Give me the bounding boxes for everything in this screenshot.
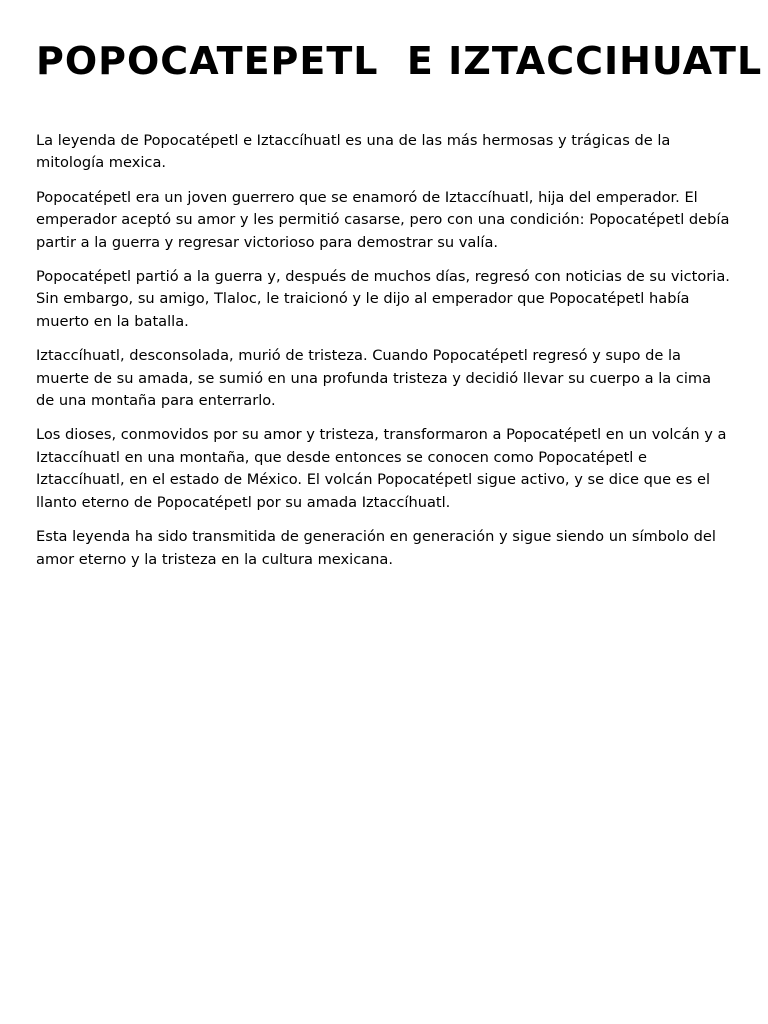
paragraph-4: Iztaccíhuatl, desconsolada, murió de tristeza. Cuando Popocatépetl regresó y supo de la muerte de su amada, se sumió en una profunda tristeza y decidió llevar su cuerpo a la cima de una montaña para enterrarlo. — [36, 347, 712, 410]
document-body — [36, 130, 732, 571]
paragraph-3: Popocatépetl partió a la guerra y, después de muchos días, regresó con noticias de su victoria. Sin embargo, su amigo, Tlaloc, le traicionó y le dijo al emperador que Popocatépetl había muerto en la batalla. — [36, 268, 730, 330]
paragraph-2: Popocatépetl era un joven guerrero que se enamoró de Iztaccíhuatl, hija del emperador. El emperador aceptó su amor y les permitió casarse, pero con una condición: Popocatépetl debía partir a la guerra y regresar victorioso para demostrar su valía. — [36, 188, 730, 251]
document-title: POPOCATEPETL E IZTACCIHUATL — [36, 39, 763, 83]
paragraph-5: Los dioses, conmovidos por su amor y tristeza, transformaron a Popocatépetl en un volcán y a Iztaccíhuatl en una montaña, que desde entonces se conocen como Popocatépetl e Iztaccíhuatl, en el estado de México. El volcán Popocatépetl sigue activo, y se dice que es el llanto eterno de Popocatépetl por su amada Iztaccíhuatl. — [36, 426, 727, 511]
paragraph-6: Esta leyenda ha sido transmitida de generación en generación y sigue siendo un símbolo del amor eterno y la tristeza en la cultura mexicana. — [36, 528, 716, 568]
paragraph-1: La leyenda de Popocatépetl e Iztaccíhuatl es una de las más hermosas y trágicas de la mitología mexica. — [36, 132, 671, 172]
